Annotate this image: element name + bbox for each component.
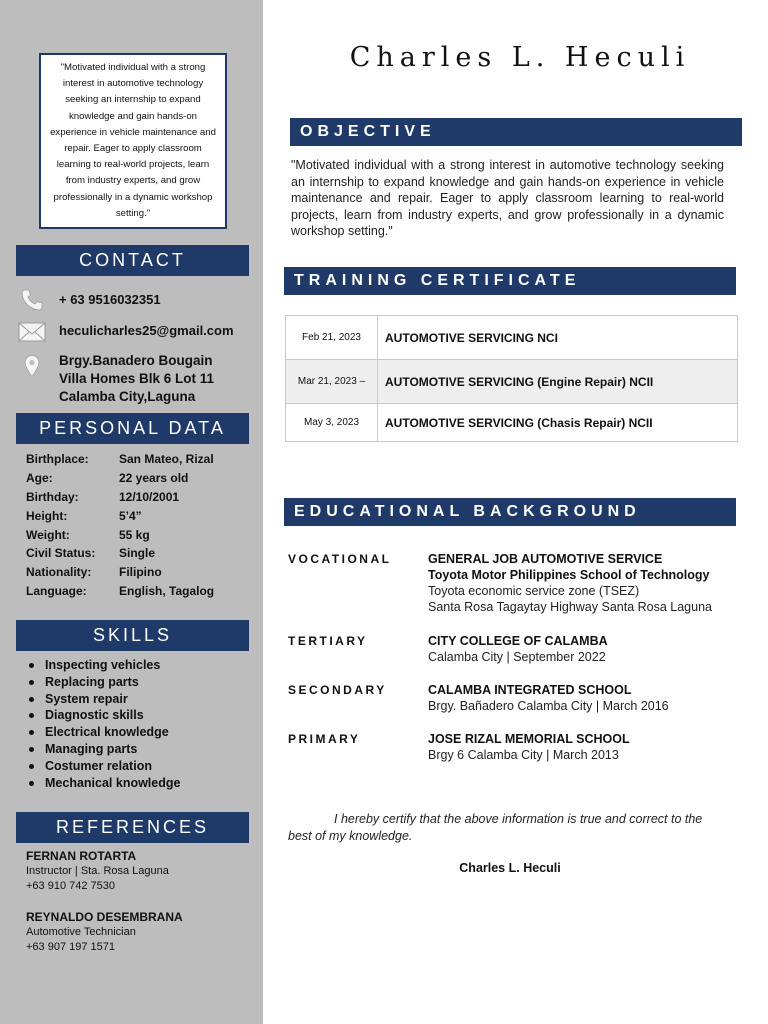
skill-item: Inspecting vehicles xyxy=(26,657,180,674)
personal-row xyxy=(26,582,214,601)
skill-item: System repair xyxy=(26,691,180,708)
edu-vocational xyxy=(428,551,712,615)
personal-row xyxy=(26,469,214,488)
personal-value: San Mateo, Rizal xyxy=(119,452,214,467)
contact-address xyxy=(59,352,214,406)
edu-vocational-program: GENERAL JOB AUTOMOTIVE SERVICE xyxy=(428,552,663,566)
edu-secondary-school: CALAMBA INTEGRATED SCHOOL xyxy=(428,683,632,697)
personal-value: 22 years old xyxy=(119,471,189,486)
personal-key: Civil Status: xyxy=(26,546,96,561)
skill-item: Managing parts xyxy=(26,741,180,758)
reference-name: FERNAN ROTARTA xyxy=(26,849,137,863)
edu-primary xyxy=(428,731,630,763)
contact-email: heculicharles25@gmail.com xyxy=(59,323,234,338)
personal-row xyxy=(26,525,214,544)
edu-tertiary-school: CITY COLLEGE OF CALAMBA xyxy=(428,634,608,648)
edu-vocational-school: Toyota Motor Philippines School of Technology xyxy=(428,568,710,582)
contact-address-row xyxy=(18,353,215,404)
edu-level-vocational: VOCATIONAL xyxy=(288,552,392,566)
skills-header: SKILLS xyxy=(16,620,249,651)
edu-secondary xyxy=(428,682,669,714)
personal-row xyxy=(26,488,214,507)
edu-level-tertiary: TERTIARY xyxy=(288,634,368,648)
skill-item: Replacing parts xyxy=(26,674,180,691)
contact-header: CONTACT xyxy=(16,245,249,276)
resume-name: Charles L. Heculi xyxy=(349,42,691,73)
location-pin-icon xyxy=(18,354,46,378)
contact-phone: + 63 9516032351 xyxy=(59,292,161,307)
personal-row xyxy=(26,450,214,469)
address-line-3: Calamba City,Laguna xyxy=(59,389,196,404)
personal-value: Filipino xyxy=(119,565,162,580)
edu-vocational-address: Santa Rosa Tagaytay Highway Santa Rosa Laguna xyxy=(428,600,712,614)
personal-key: Age: xyxy=(26,471,53,486)
signature-name: Charles L. Heculi xyxy=(459,861,561,875)
personal-key: Weight: xyxy=(26,527,70,542)
reference-role: Instructor | Sta. Rosa Laguna xyxy=(26,865,169,877)
objective-text: "Motivated individual with a strong interest in automotive technology seeking an internship to expand knowledge and gain hands-on experience in vehicle maintenance and repair. Eager to apply classroom learning to real-world projects, learn from industry experts, and grow professionally in a dynamic workshop setting." xyxy=(291,158,724,238)
personal-value: 55 kg xyxy=(119,527,150,542)
personal-key: Birthday: xyxy=(26,489,79,504)
training-title: AUTOMOTIVE SERVICING (Engine Repair) NCII xyxy=(378,360,738,404)
training-row xyxy=(286,360,738,404)
personal-key: Nationality: xyxy=(26,565,92,580)
training-date: Feb 21, 2023 xyxy=(286,316,378,360)
address-line-2: Villa Homes Blk 6 Lot 11 xyxy=(59,371,215,386)
reference-phone: +63 907 197 1571 xyxy=(26,941,116,953)
training-title: AUTOMOTIVE SERVICING (Chasis Repair) NCII xyxy=(378,404,738,442)
personal-row xyxy=(26,563,214,582)
phone-icon xyxy=(18,288,46,312)
education-header: EDUCATIONAL BACKGROUND xyxy=(284,498,736,526)
address-line-1: Brgy.Banadero Bougain xyxy=(59,353,213,368)
skill-item: Mechanical knowledge xyxy=(26,775,180,792)
personal-key: Birthplace: xyxy=(26,452,89,467)
personal-data-header: PERSONAL DATA xyxy=(16,413,249,444)
personal-value: 5’4” xyxy=(119,508,142,523)
references-header: REFERENCES xyxy=(16,812,249,843)
edu-tertiary xyxy=(428,633,608,665)
personal-data-table xyxy=(26,450,214,600)
personal-value: English, Tagalog xyxy=(119,583,215,598)
edu-primary-detail: Brgy 6 Calamba City | March 2013 xyxy=(428,748,619,762)
personal-row xyxy=(26,544,214,563)
edu-level-primary: PRIMARY xyxy=(288,732,361,746)
reference-role: Automotive Technician xyxy=(26,926,136,938)
training-header: TRAINING CERTIFICATE xyxy=(284,267,736,295)
training-table xyxy=(285,315,738,442)
reference-phone: +63 910 742 7530 xyxy=(26,880,116,892)
skill-item: Costumer relation xyxy=(26,758,180,775)
personal-key: Language: xyxy=(26,583,87,598)
skill-item: Diagnostic skills xyxy=(26,707,180,724)
edu-primary-school: JOSE RIZAL MEMORIAL SCHOOL xyxy=(428,732,630,746)
objective-quote-text: "Motivated individual with a strong interest in automotive technology seeking an internship to expand knowledge and gain hands-on experience in vehicle maintenance and repair. Eager to apply classroom learning to real-world projects, learn from industry experts, and grow professionally in a dynamic workshop setting." xyxy=(50,61,216,219)
contact-email-row xyxy=(18,320,234,344)
skills-list xyxy=(26,657,180,791)
reference-entry xyxy=(26,849,169,894)
envelope-icon xyxy=(18,320,46,344)
edu-vocational-zone: Toyota economic service zone (TSEZ) xyxy=(428,584,640,598)
training-row xyxy=(286,316,738,360)
edu-level-secondary: SECONDARY xyxy=(288,683,387,697)
personal-value: 12/10/2001 xyxy=(119,489,180,504)
personal-value: Single xyxy=(119,546,156,561)
sidebar xyxy=(0,0,263,1024)
certification-statement: I hereby certify that the above information is true and correct to the best of my knowledge. xyxy=(288,812,703,843)
training-row xyxy=(286,404,738,442)
personal-row xyxy=(26,506,214,525)
edu-secondary-detail: Brgy. Bañadero Calamba City | March 2016 xyxy=(428,699,669,713)
reference-entry xyxy=(26,910,183,955)
training-date: May 3, 2023 xyxy=(286,404,378,442)
training-title: AUTOMOTIVE SERVICING NCI xyxy=(378,316,738,360)
reference-name: REYNALDO DESEMBRANA xyxy=(26,910,183,924)
objective-quote-box xyxy=(39,53,227,229)
training-date: Mar 21, 2023 – xyxy=(286,360,378,404)
contact-phone-row xyxy=(18,288,161,312)
edu-tertiary-detail: Calamba City | September 2022 xyxy=(428,650,606,664)
objective-header: OBJECTIVE xyxy=(290,118,742,146)
personal-key: Height: xyxy=(26,508,68,523)
skill-item: Electrical knowledge xyxy=(26,724,180,741)
